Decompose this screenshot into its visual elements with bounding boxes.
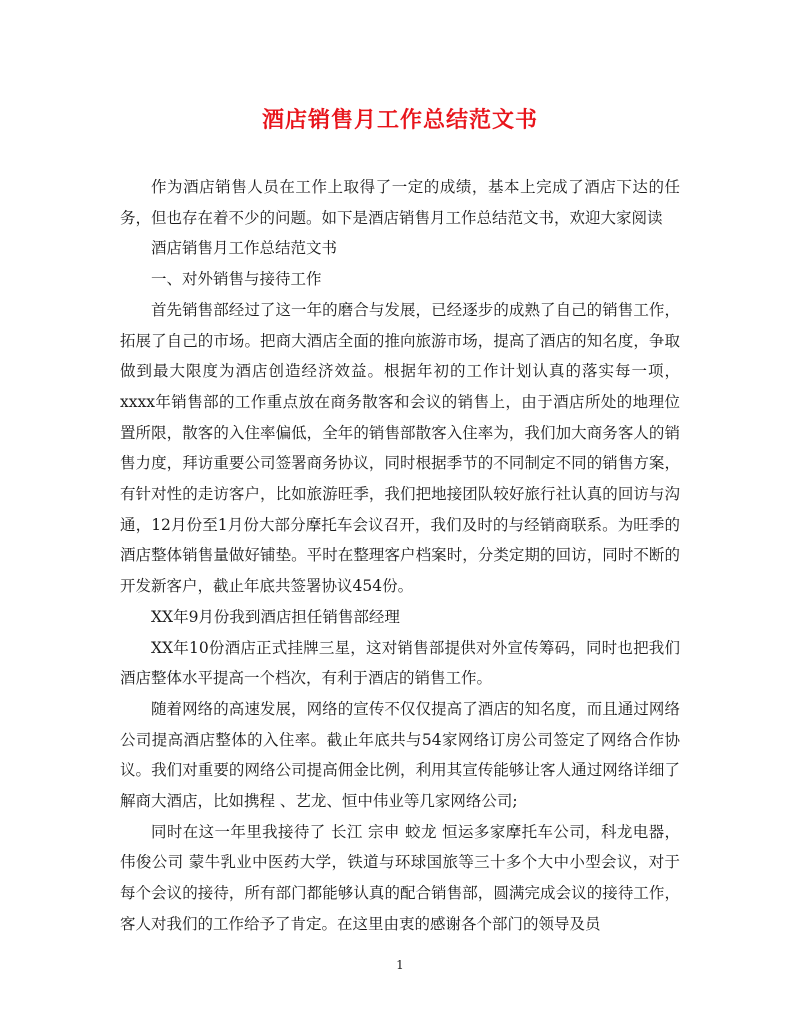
paragraph-three-star: XX年10份酒店正式挂牌三星，这对销售部提供对外宣传筹码，同时也把我们酒店整体水平提高一个档次，有利于酒店的销售工作。 [120,638,680,688]
paragraph-appointment: XX年9月份我到酒店担任销售部经理 [151,607,400,626]
page-number: 1 [396,958,404,972]
paragraph-online: 随着网络的高速发展，网络的宣传不仅仅提高了酒店的知名度，而且通过网络公司提高酒店整体的入住率。截止年底共与54家网络订房公司签定了网络合作协议。我们对重要的网络公司提高佣金比例，利用其宣传能够让客人通过网络详细了解商大酒店，比如携程 、艺龙、恒中伟业等几家网络公司; [120,699,680,811]
paragraph-conferences: 同时在这一年里我接待了 长江 宗申 蛟龙 恒运多家摩托车公司，科龙电器，伟俊公司 蒙牛乳业中医药大学，铁道与环球国旅等三十多个大中小型会议，对于每个会议的接待，所有部门都能够认真的配合销售部，圆满完成会议的接待工作，客人对我们的工作给予了肯定。在这里由衷的感谢各个部门的领导及员 [120,822,680,933]
paragraph-intro: 作为酒店销售人员在工作上取得了一定的成绩，基本上完成了酒店下达的任务，但也存在着不少的问题。如下是酒店销售月工作总结范文书，欢迎大家阅读 [120,178,680,227]
section-heading: 一、对外销售与接待工作 [151,270,322,289]
paragraph-sales-work: 首先销售部经过了这一年的磨合与发展，已经逐步的成熟了自己的销售工作，拓展了自己的市场。把商大酒店全面的推向旅游市场，提高了酒店的知名度，争取做到最大限度为酒店创造经济效益。根据年初的工作计划认真的落实每一项，xxxx年销售部的工作重点放在商务散客和会议的销售上，由于酒店所处的地理位置所限，散客的入住率偏低，全年的销售部散客入住率为，我们加大商务客人的销售力度，拜访重要公司签署商务协议，同时根据季节的不同制定不同的销售方案，有针对性的走访客户，比如旅游旺季，我们把地接团队较好旅行社认真的回访与沟通，12月份至1月份大部分摩托车会议召开，我们及时的与经销商联系。为旺季的酒店整体销售量做好铺垫。平时在整理客户档案时，分类定期的回访，同时不断的开发新客户，截止年底共签署协议454份。 [120,300,680,596]
document-title: 酒店销售月工作总结范文书 [261,107,538,133]
paragraph-subtitle: 酒店销售月工作总结范文书 [151,239,338,258]
document-body [120,172,680,940]
